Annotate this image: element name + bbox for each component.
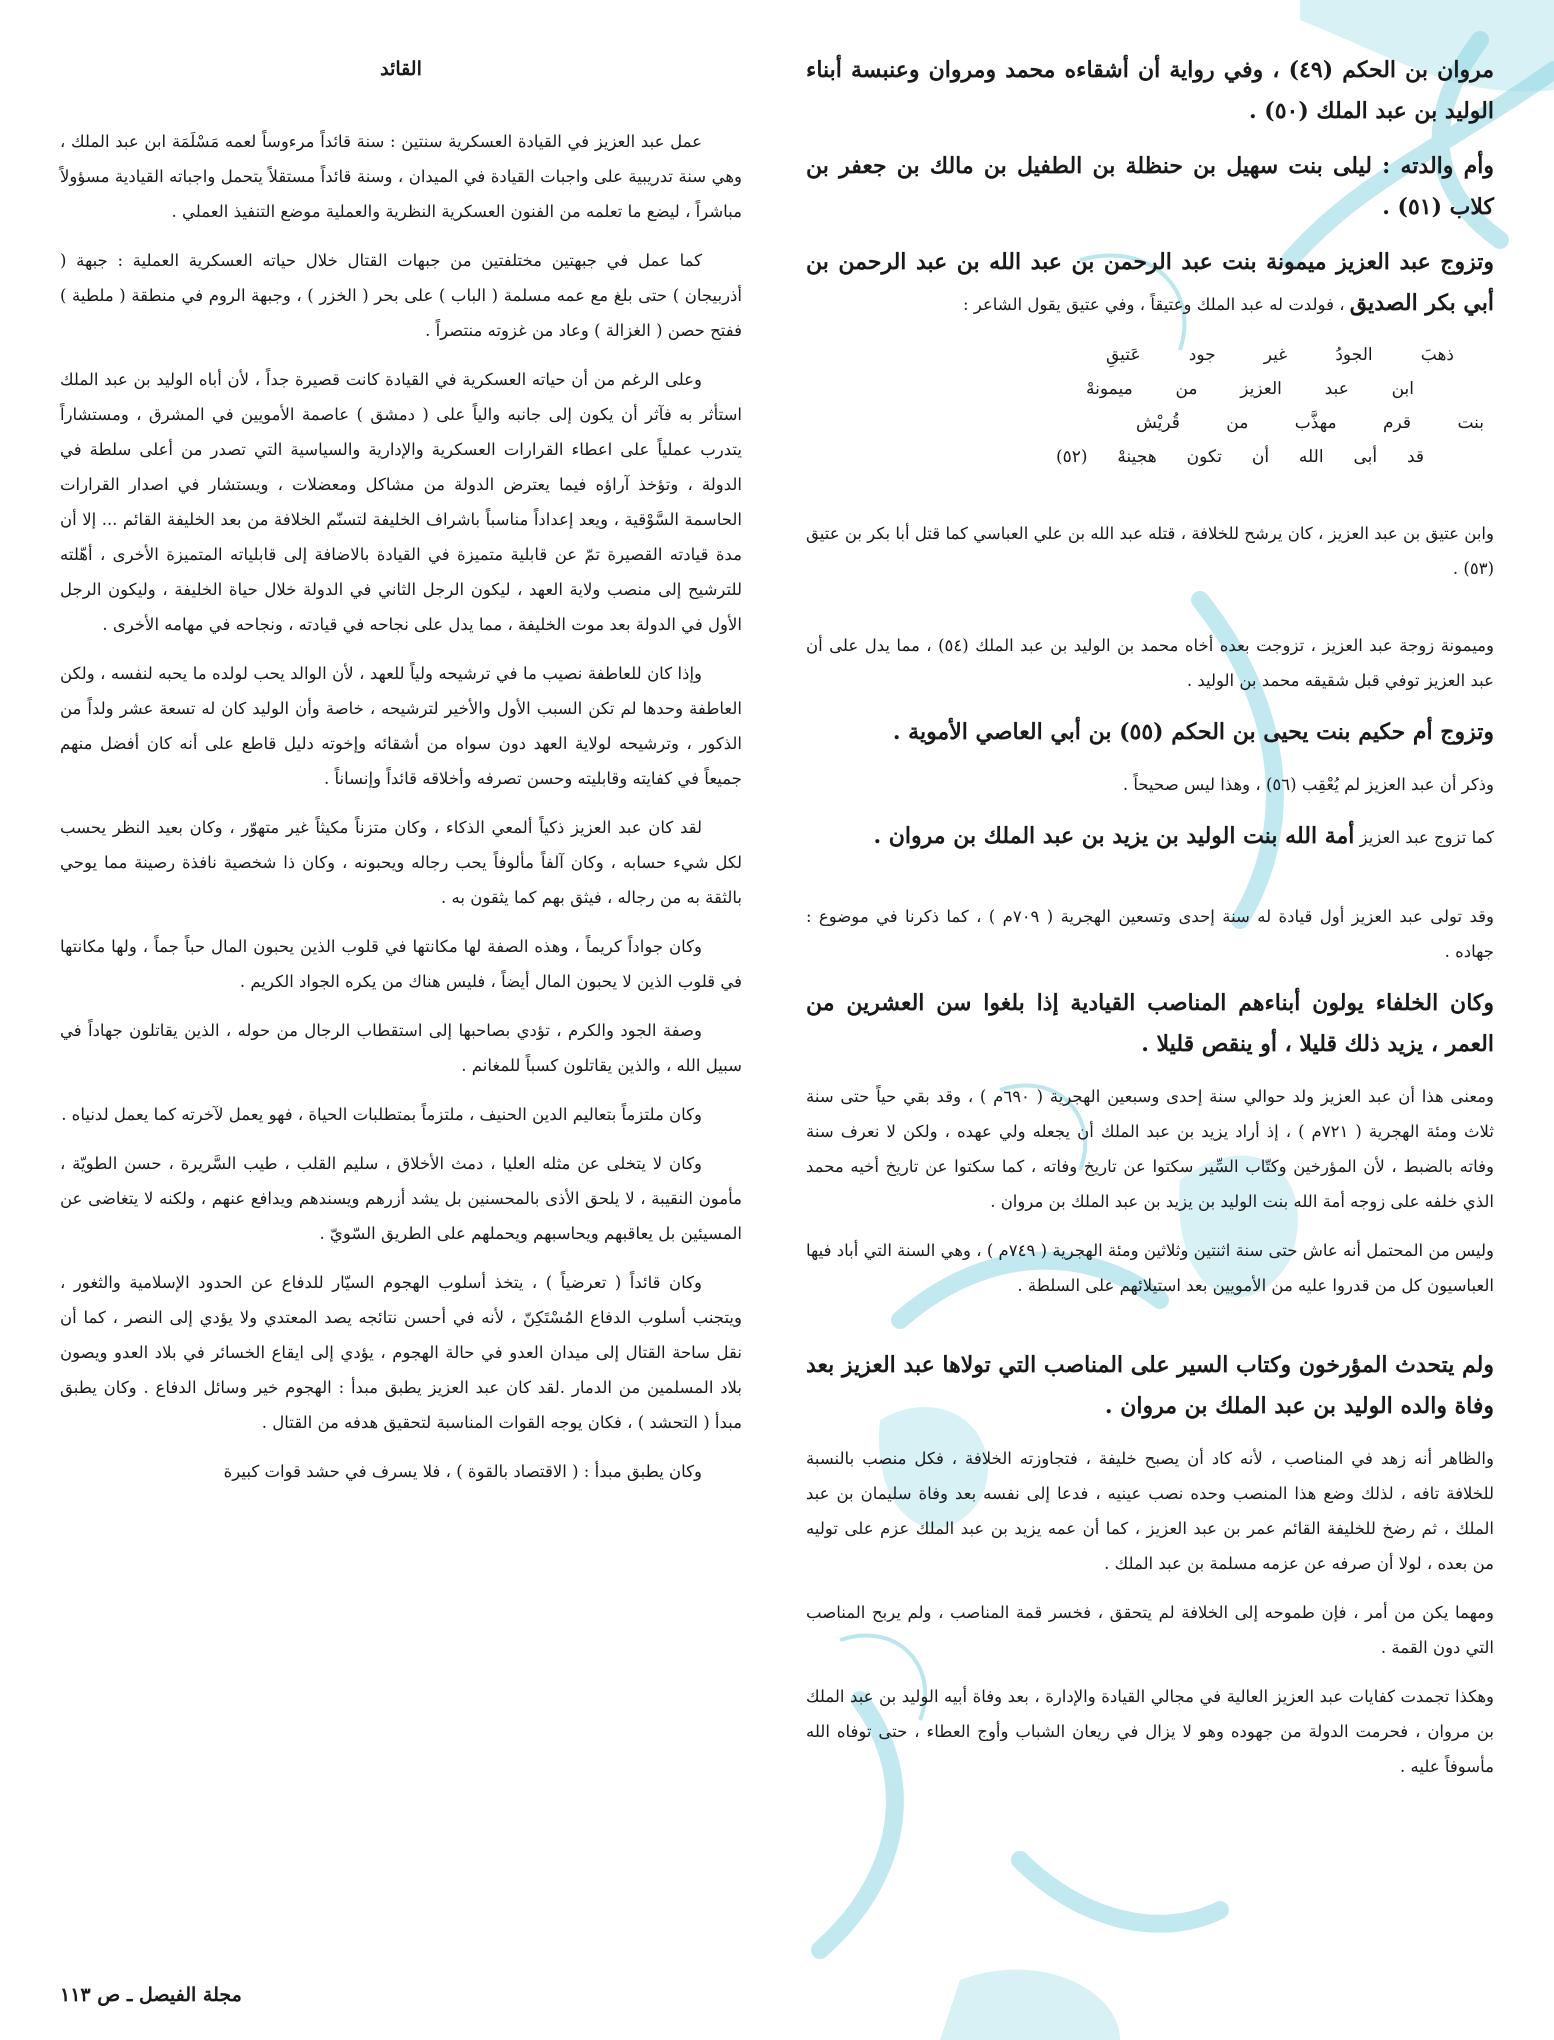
paragraph: وكان الخلفاء يولون أبناءهم المناصب القيادية إذا بلغوا سن العشرين من العمر ، يزيد ذلك قليلا ، أو ينقص قليلا .	[806, 990, 1494, 1057]
paragraph: مروان بن الحكم (٤٩) ، وفي رواية أن أشقاءه محمد ومروان وعنبسة أبناء الوليد بن عبد الملك (٥٠) .	[806, 57, 1494, 124]
paragraph: وهكذا تجمدت كفايات عبد العزيز العالية في مجالي القيادة والإدارة ، بعد وفاة أبيه الوليد بن عبد الملك بن مروان ، فحرمت الدولة من جهوده وهو لا يزال في ريعان الشباب وأوج العطاء ، حتى توفاه الله مأسوفاً عليه .	[806, 1687, 1494, 1776]
paragraph: لقد كان عبد العزيز ذكياً ألمعي الذكاء ، وكان متزناً مكيثاً غير متهوّر ، وكان بعيد النظر يحسب لكل شيء حسابه ، وكان آلفاً مألوفاً يحب رجاله ويحبونه ، وكان ذا شخصية نافذة رصينة مما يوحي بالثقة به من رجاله ، فيثق بهم كما يثقون به .	[60, 818, 742, 907]
paragraph: ومهما يكن من أمر ، فإن طموحه إلى الخلافة لم يتحقق ، فخسر قمة المناصب ، ولم يربح المناصب التي دون القمة .	[806, 1603, 1494, 1657]
verse-line: بنت قرم مهذَّب من قُريْش	[1136, 413, 1484, 433]
right-column	[806, 50, 1494, 1798]
paragraph: وكان يطبق مبدأ : ( الاقتصاد بالقوة ) ، فلا يسرف في حشد قوات كبيرة	[223, 1462, 702, 1481]
verse-line: قد أبى الله أن تكون هجينهْ (٥٢)	[1056, 447, 1424, 467]
paragraph: وكان قائداً ( تعرضياً ) ، يتخذ أسلوب الهجوم السيّار للدفاع عن الحدود الإسلامية والثغور ، ويتجنب أسلوب الدفاع المُسْتَكِنّ ، لأنه في أحسن نتائجه يصد المعتدي ولا يؤدي إلى النصر ، كما أن نقل ساحة القتال إلى ميدان العدو في حالة الهجوم ، يؤدي إلى ايقاع الخسائر في بلاد العدو ويصون بلاد المسلمين من الدمار .لقد كان عبد العزيز يطبق مبدأ : الهجوم خير وسائل الدفاع . وكان يطبق مبدأ ( التحشد ) ، فكان يوجه القوات المناسبة لتحقيق هدفه من القتال .	[60, 1273, 742, 1432]
paragraph: كما عمل في جبهتين مختلفتين من جبهات القتال خلال حياته العسكرية العملية : جبهة ( أذربيجان ) حتى بلغ مع عمه مسلمة ( الباب ) على بحر ( الخزر ) ، وجبهة الروم في منطقة ( ملطية ) ففتح حصن ( الغزالة ) وعاد من غزوته منتصراً .	[60, 251, 742, 340]
paragraph: ومعنى هذا أن عبد العزيز ولد حوالي سنة إحدى وسبعين الهجرية ( ٦٩٠م ) ، وقد بقي حياً حتى سنة ثلاث ومئة الهجرية ( ٧٢١م ) ، إذ أراد يزيد بن عبد الملك أن يجعله ولي عهده ، ولكن لا نعرف سنة وفاته بالضبط ، لأن المؤرخين وكتّاب السِّير سكتوا عن تاريخ وفاته ، كما سكتوا عن تاريخ أخيه محمد الذي خلفه على زوجه أمة الله بنت الوليد بن يزيد بن عبد الملك بن مروان .	[806, 1087, 1494, 1211]
paragraph: وعلى الرغم من أن حياته العسكرية في القيادة كانت قصيرة جداً ، لأن أباه الوليد بن عبد الملك استأثر به فآثر أن يكون إلى جانبه والياً على ( دمشق ) عاصمة الأمويين في المشرق ، ومستشاراً يتدرب عملياً على اعطاء القرارات العسكرية والإدارية والسياسية التي تصدر من أعلى سلطة في الدولة ، وتؤخذ آراؤه فيما يعترض الدولة من مشاكل ومعضلات ، ويستشار في اصدار القرارات الحاسمة السَّوْقية ، ويعد إعداداً مناسباً باشراف الخليفة لتسنّم الخلافة من بعد الخليفة القائم ... إلا أن مدة قيادته القصيرة تمّ عن قابلية متميزة في القيادة بالاضافة إلى قابلياته المتميزة الأخرى ، أهّلته للترشيح إلى منصب ولاية العهد ، ليكون الرجل الثاني في الدولة خلال حياة الخليفة ، وليكون الرجل الأول في الدولة بعد موت الخليفة ، مما يدل على نجاحه في قيادته ، ونجاحه في مهامه الأخرى .	[60, 370, 742, 634]
paragraph: ولم يتحدث المؤرخون وكتاب السير على المناصب التي تولاها عبد العزيز بعد وفاة والده الوليد بن عبد الملك بن مروان .	[806, 1352, 1494, 1419]
paragraph: وأم والدته : ليلى بنت سهيل بن حنظلة بن الطفيل بن مالك بن جعفر بن كلاب (٥١) .	[806, 153, 1494, 220]
section-heading: القائد	[380, 58, 422, 80]
paragraph: وقد تولى عبد العزيز أول قيادة له سنة إحدى وتسعين الهجرية ( ٧٠٩م ) ، كما ذكرنا في موضوع : جهاده .	[806, 907, 1494, 961]
paragraph	[806, 242, 1494, 324]
verse-line: ابن عبد العزيز من ميمونهْ	[1086, 379, 1414, 399]
paragraph: وميمونة زوجة عبد العزيز ، تزوجت بعده أخاه محمد بن الوليد بن عبد الملك (٥٤) ، مما يدل على أن عبد العزيز توفي قبل شقيقه محمد بن الوليد .	[806, 636, 1494, 690]
paragraph: وكان لا يتخلى عن مثله العليا ، دمث الأخلاق ، سليم القلب ، طيب السَّريرة ، حسن الطويّة ، مأمون النقيبة ، لا يلحق الأذى بالمحسنين بل يشد أزرهم ويسندهم ويدافع عنهم ، ولكنه لا يتغاضى عن المسيئين بل يعاقبهم ويحاسبهم ويحملهم على الطريق السّويّ .	[60, 1154, 742, 1243]
paragraph: وصفة الجود والكرم ، تؤدي بصاحبها إلى استقطاب الرجال من حوله ، الذين يقاتلون جهاداً في سبيل الله ، والذين يقاتلون كسباً للمغانم .	[60, 1021, 742, 1075]
paragraph: وتزوج أم حكيم بنت يحيى بن الحكم (٥٥) بن أبي العاصي الأموية .	[892, 719, 1494, 745]
verse-line: ذهبَ الجودُ غير جود عَتيقِ	[1106, 345, 1454, 365]
paragraph: عمل عبد العزيز في القيادة العسكرية سنتين : سنة قائداً مرءوساً لعمه مَسْلَمَة ابن عبد الملك ، وهي سنة تدريبية على واجبات القيادة في الميدان ، وسنة قائداً مستقلاً يتحمل واجباته القيادية مسؤولاً مباشراً ، ليضع ما تعلمه من الفنون العسكرية النظرية والعملية موضع التنفيذ العملي .	[60, 132, 742, 221]
bold-text: وتزوج عبد العزيز ميمونة بنت عبد الرحمن بن عبد الله بن عبد الرحمن بن أبي بكر الصديق	[806, 249, 1494, 316]
page-footer: مجلة الفيصل ـ ص ١١٣	[60, 1984, 242, 2006]
paragraph: وإذا كان للعاطفة نصيب ما في ترشيحه ولياً للعهد ، لأن الوالد يحب لولده ما يحبه لنفسه ، ولكن العاطفة وحدها لم تكن السبب الأول والأخير لترشيحه ، خاصة وأن الوليد كان له تسعة عشر ولداً من الذكور ، وترشيحه لولاية العهد دون سواه من أشقائه وإخوته دليل قاطع على أنه كان أفضل منهم جميعاً في كفايته وقابليته وحسن تصرفه وأخلاقه قائداً وإنساناً .	[60, 664, 742, 788]
left-column	[60, 50, 742, 1503]
paragraph: وليس من المحتمل أنه عاش حتى سنة اثنتين وثلاثين ومئة الهجرية ( ٧٤٩م ) ، وهي السنة التي أباد فيها العباسيون كل من قدروا عليه من الأمويين بعد استيلائهم على السلطة .	[806, 1241, 1494, 1295]
paragraph: وكان ملتزماً بتعاليم الدين الحنيف ، ملتزماً بمتطلبات الحياة ، فهو يعمل لآخرته كما يعمل لدنياه .	[61, 1105, 702, 1124]
paragraph: وذكر أن عبد العزيز لم يُعْقِب (٥٦) ، وهذا ليس صحيحاً .	[1122, 775, 1494, 794]
normal-text: كما تزوج عبد العزيز	[1354, 828, 1494, 847]
paragraph	[806, 816, 1494, 857]
paragraph: وكان جواداً كريماً ، وهذه الصفة لها مكانتها في قلوب الذين يحبون المال حباً جماً ، ولها مكانتها في قلوب الذين لا يحبون المال أيضاً ، فليس هناك من يكره الجواد الكريم .	[60, 937, 742, 991]
paragraph: والظاهر أنه زهد في المناصب ، لأنه كاد أن يصبح خليفة ، فتجاوزته الخلافة ، فكل منصب بالنسبة للخلافة تافه ، لذلك وضع هذا المنصب وحده نصب عينيه ، فدعا إلى نفسه بعد وفاة سليمان بن عبد الملك ، ثم رضخ للخليفة القائم عمر بن عبد العزيز ، كما أن عمه يزيد بن عبد الملك عزم على توليه من بعده ، لولا أن صرفه عن عزمه مسلمة بن عبد الملك .	[806, 1449, 1494, 1573]
normal-text: ، فولدت له عبد الملك وعتيقاً ، وفي عتيق يقول الشاعر :	[963, 295, 1350, 314]
poem-verses	[806, 338, 1494, 474]
paragraph: وابن عتيق بن عبد العزيز ، كان يرشح للخلافة ، قتله عبد الله بن علي العباسي كما قتل أبا بكر بن عتيق (٥٣) .	[806, 524, 1494, 578]
bold-text: أمة الله بنت الوليد بن يزيد بن عبد الملك بن مروان .	[873, 823, 1355, 849]
